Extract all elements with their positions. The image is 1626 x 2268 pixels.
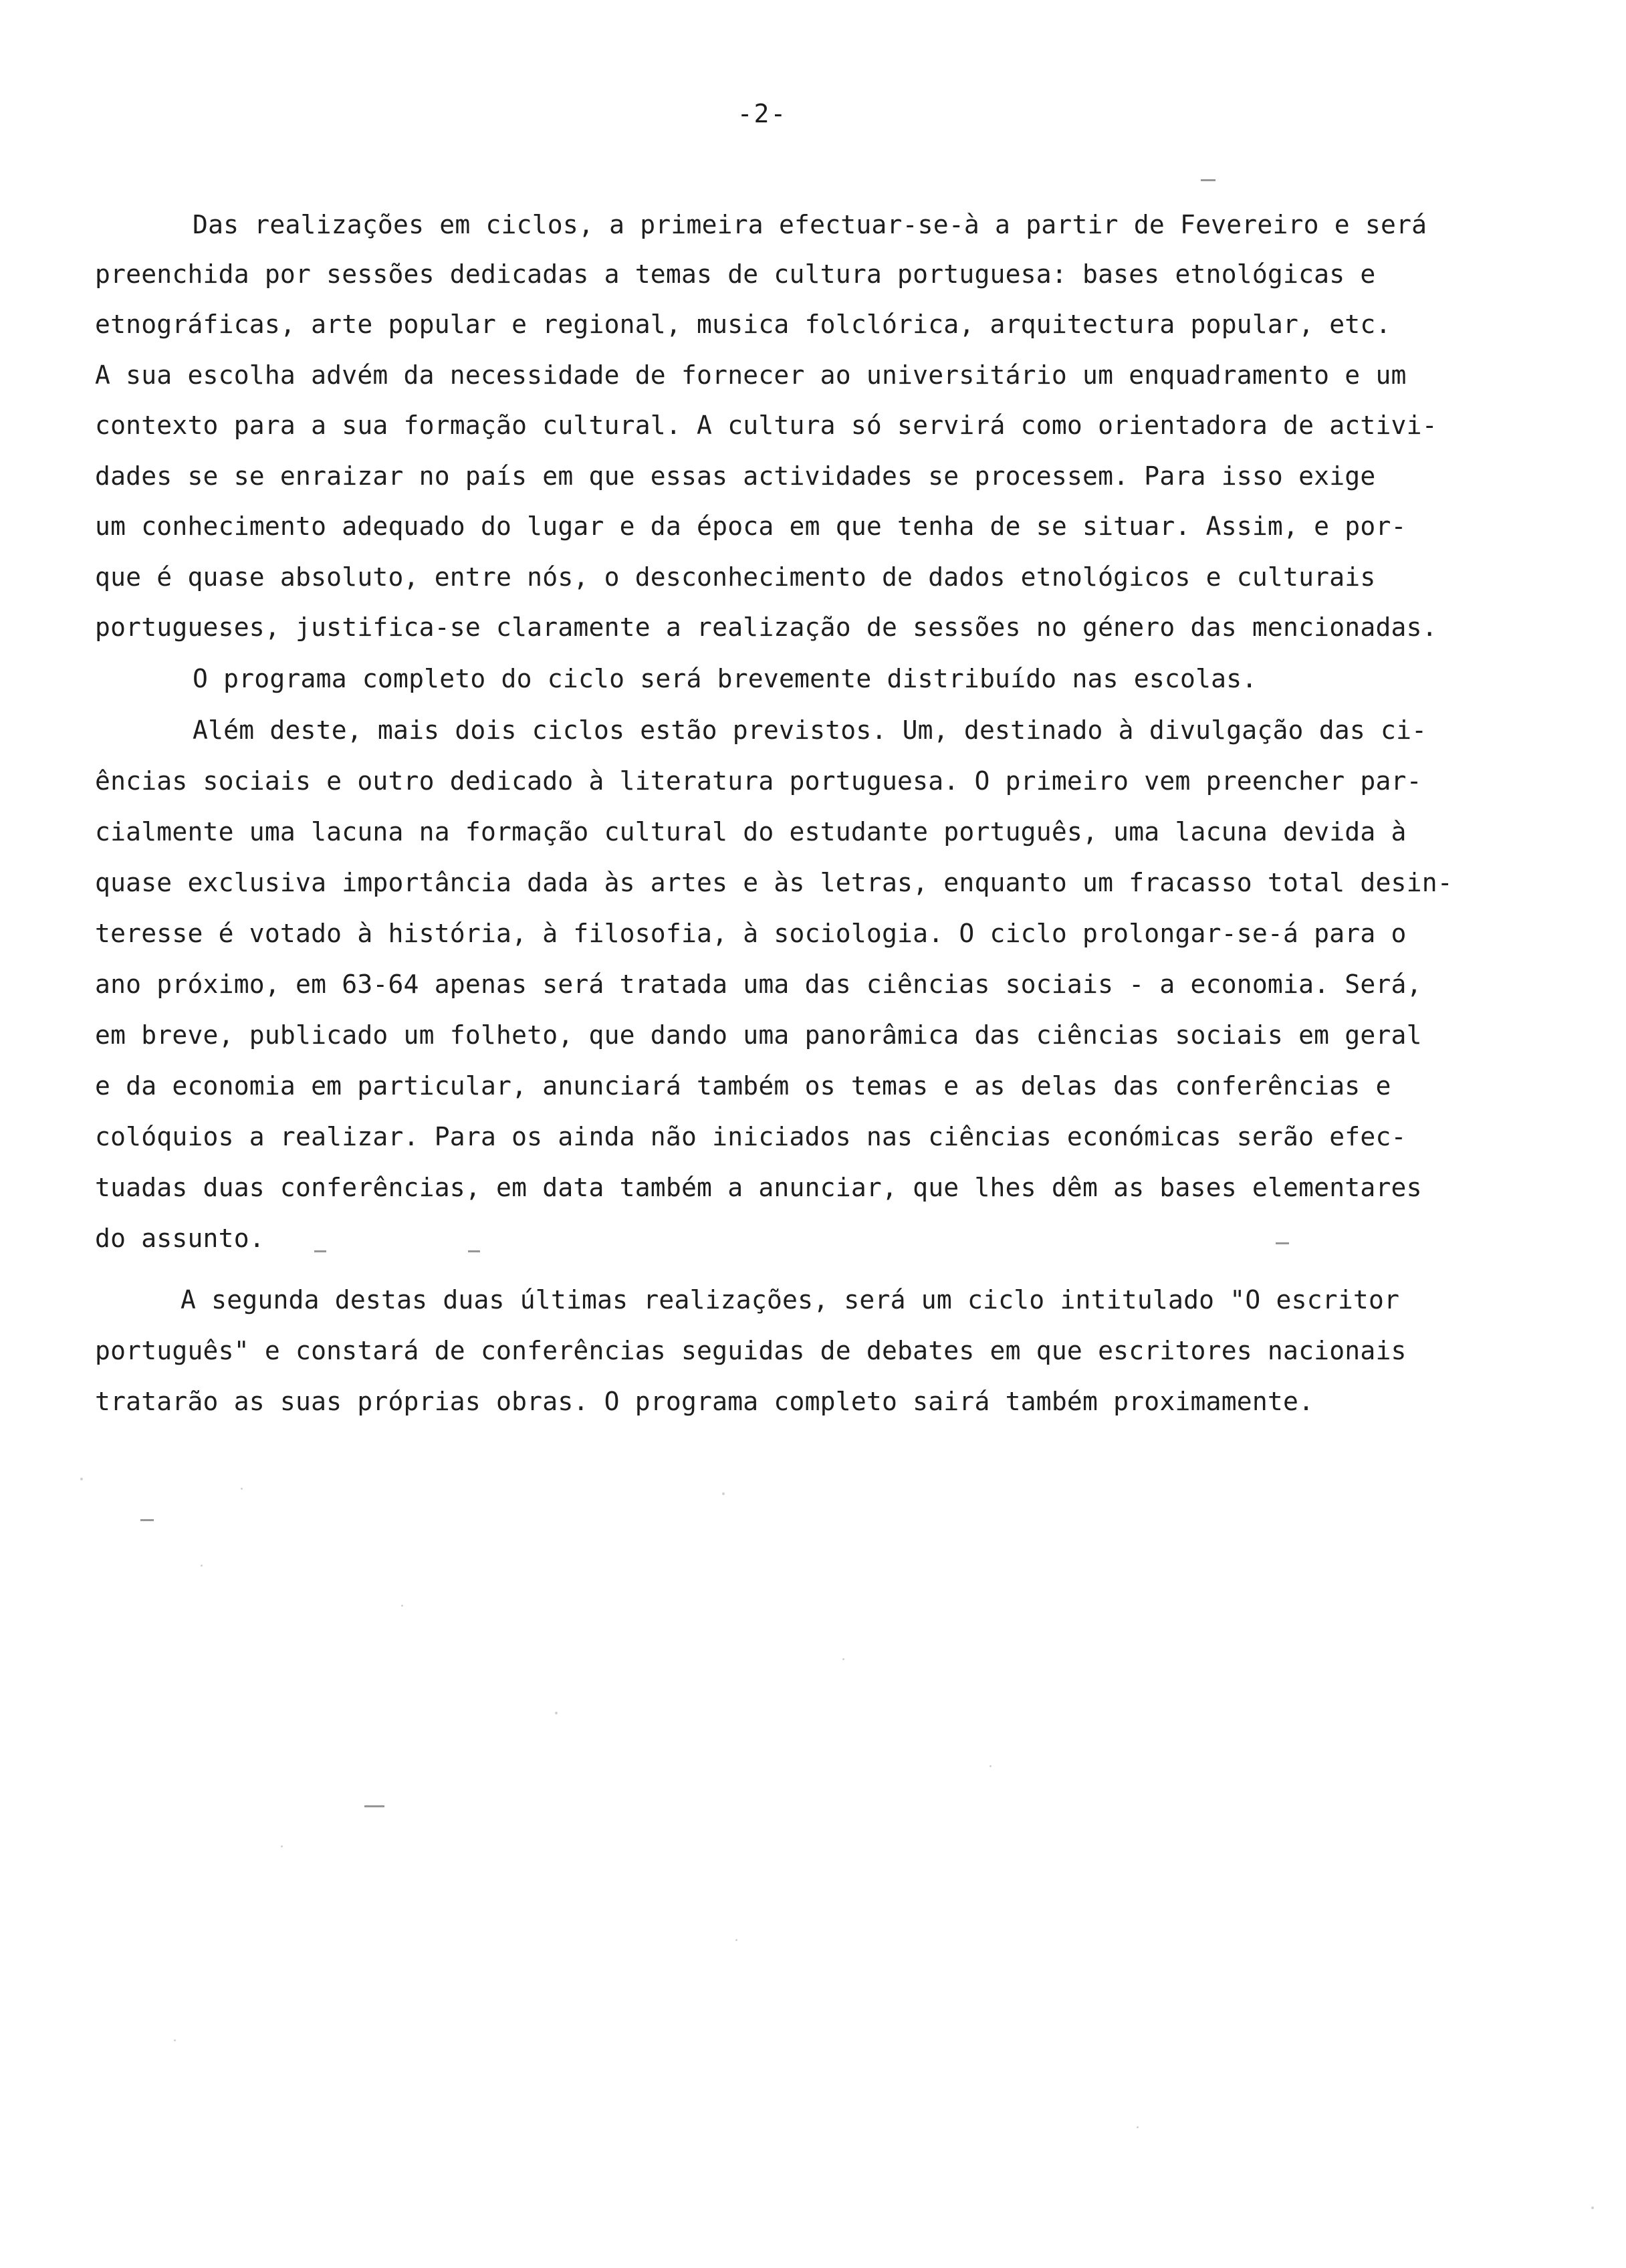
paragraph-3-line-7: em breve, publicado um folheto, que dando uma panorâmica das ciências sociais em geral [95,1020,1422,1050]
paragraph-3-line-1: Além deste, mais dois ciclos estão previstos. Um, destinado à divulgação das ci- [193,715,1427,745]
scan-speck [1591,2206,1594,2209]
scan-speck [281,1845,283,1847]
paragraph-1-line-9: portugueses, justifica-se claramente a realização de sessões no género das mencionadas. [95,612,1437,642]
paragraph-3-line-4: quase exclusiva importância dada às artes e às letras, enquanto um fracasso total desin- [95,868,1453,897]
paragraph-3-line-3: cialmente uma lacuna na formação cultural do estudante português, uma lacuna devida à [95,817,1407,846]
paragraph-1-line-5: contexto para a sua formação cultural. A cultura só servirá como orientadora de activi- [95,411,1437,440]
paragraph-3-line-5: teresse é votado à história, à filosofia, à sociologia. O ciclo prolongar-se-á para o [95,919,1407,948]
paragraph-3-line-6: ano próximo, em 63-64 apenas será tratada uma das ciências sociais - a economia. Será, [95,970,1422,999]
paragraph-4-line-1: A segunda destas duas últimas realizações, será um ciclo intitulado "O escritor [181,1285,1400,1315]
scan-mark [140,1519,154,1521]
paragraph-1-line-4: A sua escolha advém da necessidade de fornecer ao universitário um enquadramento e um [95,360,1407,390]
paragraph-3-line-10: tuadas duas conferências, em data também a anunciar, que lhes dêm as bases elementares [95,1173,1422,1202]
scan-speck [401,1605,403,1607]
scan-speck [174,2039,176,2041]
paragraph-3-line-9: colóquios a realizar. Para os ainda não iniciados nas ciências económicas serão efec- [95,1122,1407,1151]
scan-speck [80,1478,83,1480]
scan-speck [555,1712,558,1714]
paragraph-1-line-3: etnográficas, arte popular e regional, musica folclórica, arquitectura popular, etc. [95,310,1391,339]
scan-speck [1137,2126,1139,2128]
paragraph-3-line-2: ências sociais e outro dedicado à literatura portuguesa. O primeiro vem preencher par- [95,766,1422,796]
scan-mark [468,1250,480,1252]
scan-speck [842,1658,844,1660]
paragraph-1-line-7: um conhecimento adequado do lugar e da época em que tenha de se situar. Assim, e por- [95,512,1407,541]
scan-speck [735,1939,737,1941]
paragraph-3-line-11: do assunto. [95,1224,265,1253]
paragraph-2-line-1: O programa completo do ciclo será brevemente distribuído nas escolas. [193,664,1258,693]
scan-mark [1276,1242,1289,1244]
paragraph-3-line-8: e da economia em particular, anunciará também os temas e as delas das conferências e [95,1071,1391,1101]
scan-speck [241,1488,243,1490]
paragraph-1-line-8: que é quase absoluto, entre nós, o desconhecimento de dados etnológicos e culturais [95,562,1376,592]
paragraph-4-line-3: tratarão as suas próprias obras. O programa completo sairá também proximamente. [95,1387,1314,1416]
page-number: -2- [737,99,788,128]
scan-mark [314,1250,326,1252]
paragraph-1-line-2: preenchida por sessões dedicadas a temas de cultura portuguesa: bases etnológicas e [95,259,1376,289]
scan-speck [722,1492,725,1495]
scan-mark [364,1805,384,1807]
paragraph-1-line-1: Das realizações em ciclos, a primeira efectuar-se-à a partir de Fevereiro e será [193,210,1427,239]
scan-speck [990,1765,992,1767]
scan-speck [201,1565,203,1567]
paragraph-1-line-6: dades se se enraizar no país em que essas actividades se processem. Para isso exige [95,461,1376,491]
scan-mark [1201,179,1215,181]
paragraph-4-line-2: português" e constará de conferências seguidas de debates em que escritores nacionais [95,1336,1407,1365]
